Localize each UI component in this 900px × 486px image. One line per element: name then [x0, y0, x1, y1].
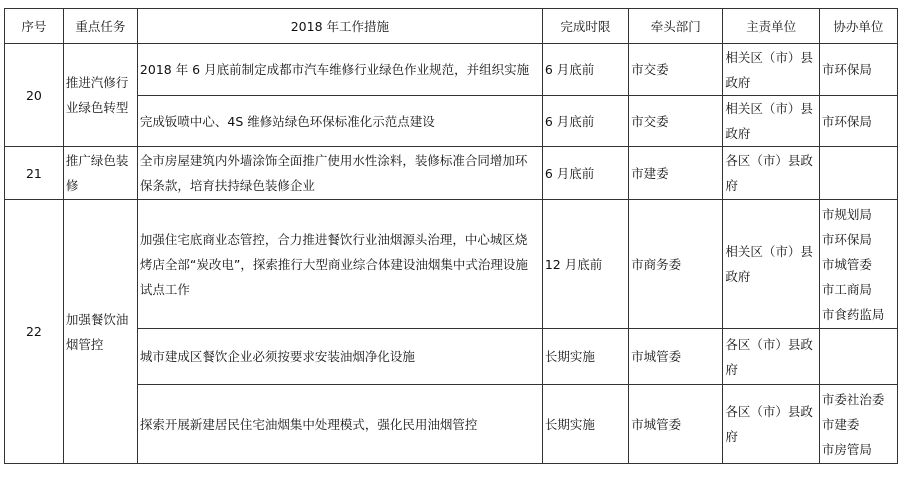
assist-unit-cell: [819, 329, 897, 385]
table-row: [5, 385, 898, 464]
row-number: 20: [5, 44, 64, 147]
assist-unit-cell: [819, 147, 897, 200]
main-unit-cell: 相关区（市）县政府: [723, 44, 819, 96]
deadline-cell: 12 月底前: [542, 200, 628, 329]
assist-unit-item: 市城管委: [821, 256, 872, 272]
lead-dept-cell: 市城管委: [629, 329, 723, 385]
header-measure: 2018 年工作措施: [137, 9, 542, 44]
lead-dept-cell: 市交委: [629, 44, 723, 96]
table-row: [5, 44, 898, 96]
assist-unit-item: 市建委: [821, 416, 860, 432]
assist-unit-cell: 市环保局: [819, 96, 897, 147]
assist-unit-cell: [819, 385, 897, 464]
row-number: 22: [5, 200, 64, 464]
table-row: [5, 329, 898, 385]
table-header-row: [5, 9, 898, 44]
measure-cell: 完成钣喷中心、4S 维修站绿色环保标准化示范点建设: [137, 96, 542, 147]
measure-cell: 全市房屋建筑内外墙涂饰全面推广使用水性涂料，装修标准合同增加环保条款，培育扶持绿色装修企业: [137, 147, 542, 200]
deadline-cell: 长期实施: [542, 385, 628, 464]
assist-unit-item: 市规划局: [821, 206, 872, 222]
deadline-cell: 6 月底前: [542, 44, 628, 96]
header-no: 序号: [5, 9, 64, 44]
main-unit-cell: 各区（市）县政府: [723, 329, 819, 385]
task-cell: 加强餐饮油烟管控: [63, 200, 137, 464]
assist-unit-item: 市食药监局: [821, 306, 885, 322]
lead-dept-cell: 市交委: [629, 96, 723, 147]
lead-dept-cell: 市城管委: [629, 385, 723, 464]
header-deadline: 完成时限: [542, 9, 628, 44]
table-row: [5, 147, 898, 200]
assist-unit-item: 市委社治委: [821, 391, 885, 407]
lead-dept-cell: 市建委: [629, 147, 723, 200]
main-unit-cell: 相关区（市）县政府: [723, 96, 819, 147]
table-row: [5, 200, 898, 329]
measure-cell: 探索开展新建居民住宅油烟集中处理模式，强化民用油烟管控: [137, 385, 542, 464]
lead-dept-cell: 市商务委: [629, 200, 723, 329]
deadline-cell: 6 月底前: [542, 147, 628, 200]
measure-cell: 2018 年 6 月底前制定成都市汽车维修行业绿色作业规范，并组织实施: [137, 44, 542, 96]
measure-cell: 加强住宅底商业态管控，合力推进餐饮行业油烟源头治理，中心城区烧烤店全部“炭改电”，探索推行大型商业综合体建设油烟集中式治理设施试点工作: [137, 200, 542, 329]
deadline-cell: 长期实施: [542, 329, 628, 385]
main-unit-cell: 各区（市）县政府: [723, 385, 819, 464]
deadline-cell: 6 月底前: [542, 96, 628, 147]
assist-unit-item: 市环保局: [821, 231, 872, 247]
task-cell: 推广绿色装修: [63, 147, 137, 200]
header-lead: 牵头部门: [629, 9, 723, 44]
main-unit-cell: 各区（市）县政府: [723, 147, 819, 200]
measures-table: [4, 8, 898, 464]
task-cell: 推进汽修行业绿色转型: [63, 44, 137, 147]
assist-unit-cell: 市环保局: [819, 44, 897, 96]
main-unit-cell: 相关区（市）县政府: [723, 200, 819, 329]
assist-unit-item: 市房管局: [821, 441, 872, 457]
table-row: [5, 96, 898, 147]
header-assist: 协办单位: [819, 9, 897, 44]
header-main: 主责单位: [723, 9, 819, 44]
assist-unit-cell: [819, 200, 897, 329]
header-task: 重点任务: [63, 9, 137, 44]
row-number: 21: [5, 147, 64, 200]
assist-unit-item: 市工商局: [821, 281, 872, 297]
measure-cell: 城市建成区餐饮企业必须按要求安装油烟净化设施: [137, 329, 542, 385]
